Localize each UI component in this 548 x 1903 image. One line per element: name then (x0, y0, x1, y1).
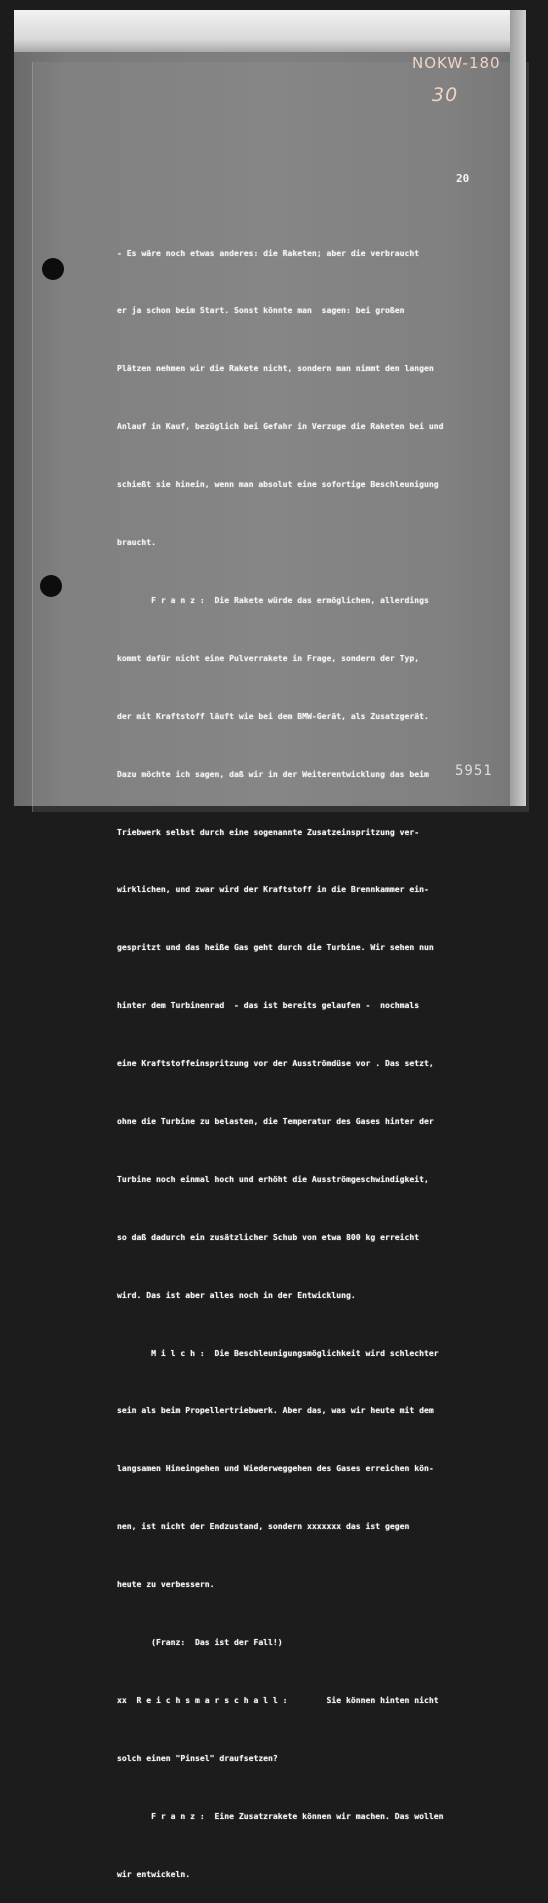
page-top-margin (14, 10, 526, 52)
text-line: er ja schon beim Start. Sonst könnte man sagen: bei großen (117, 305, 405, 316)
text-line: gespritzt und das heiße Gas geht durch die Turbine. Wir sehen nun (117, 942, 434, 953)
text-line: Plätzen nehmen wir die Rakete nicht, sondern man nimmt den langen (117, 363, 434, 374)
stamp-number: 5951 (455, 763, 493, 779)
text-line: so daß dadurch ein zusätzlicher Schub von etwa 800 kg erreicht (117, 1231, 420, 1242)
text-line: solch einen "Pinsel" draufsetzen? (117, 1752, 278, 1763)
text-line: hinter dem Turbinenrad - das ist bereits gelaufen - nochmals (117, 1000, 420, 1011)
text-line: wir entwickeln. (117, 1868, 191, 1879)
text-line: Triebwerk selbst durch eine sogenannte Zusatzeinspritzung ver- (117, 826, 420, 837)
text-line: sein als beim Propellertriebwerk. Aber das, was wir heute mit dem (117, 1405, 434, 1416)
text-line: Dazu möchte ich sagen, daß wir in der Weiterentwicklung das beim (117, 768, 429, 779)
archive-sheet-number: 30 (432, 84, 459, 106)
page-right-edge (510, 10, 526, 806)
text-line: M i l c h : Die Beschleunigungsmöglichkeit wird schlechter (117, 1347, 439, 1358)
text-line: Anlauf in Kauf, bezüglich bei Gefahr in Verzuge die Raketen bei und (117, 421, 444, 432)
text-line: ohne die Turbine zu belasten, die Temperatur des Gases hinter der (117, 1115, 434, 1126)
text-line: langsamen Hineingehen und Wiederweggehen des Gases erreichen kön- (117, 1463, 434, 1474)
text-line: kommt dafür nicht eine Pulverrakete in Frage, sondern der Typ, (117, 652, 420, 663)
text-line: F r a n z : Eine Zusatzrakete können wir machen. Das wollen (117, 1810, 444, 1821)
transcript-body (117, 205, 507, 1903)
text-line: braucht. (117, 537, 156, 548)
text-line: wird. Das ist aber alles noch in der Entwicklung. (117, 1289, 356, 1300)
text-line: (Franz: Das ist der Fall!) (117, 1636, 283, 1647)
text-line: Turbine noch einmal hoch und erhöht die Ausströmgeschwindigkeit, (117, 1173, 429, 1184)
punch-hole-lower (40, 575, 62, 597)
punch-hole-upper (42, 258, 64, 280)
text-line: eine Kraftstoffeinspritzung vor der Ausströmdüse vor . Das setzt, (117, 1058, 434, 1069)
text-line: heute zu verbessern. (117, 1579, 215, 1590)
text-line: F r a n z : Die Rakete würde das ermöglichen, allerdings (117, 594, 429, 605)
text-line: xx R e i c h s m a r s c h a l l : Sie können hinten nicht (117, 1694, 439, 1705)
text-line: der mit Kraftstoff läuft wie bei dem BMW-Gerät, als Zusatzgerät. (117, 710, 429, 721)
text-line: nen, ist nicht der Endzustand, sondern xxxxxxx das ist gegen (117, 1521, 410, 1532)
text-line: schießt sie hinein, wenn man absolut eine sofortige Beschleunigung (117, 479, 439, 490)
text-line: - Es wäre noch etwas anderes: die Raketen; aber die verbraucht (117, 247, 420, 258)
page-number: 20 (456, 172, 470, 185)
archive-reference: NOKW-180 (412, 54, 501, 72)
text-line: wirklichen, und zwar wird der Kraftstoff in die Brennkammer ein- (117, 884, 429, 895)
